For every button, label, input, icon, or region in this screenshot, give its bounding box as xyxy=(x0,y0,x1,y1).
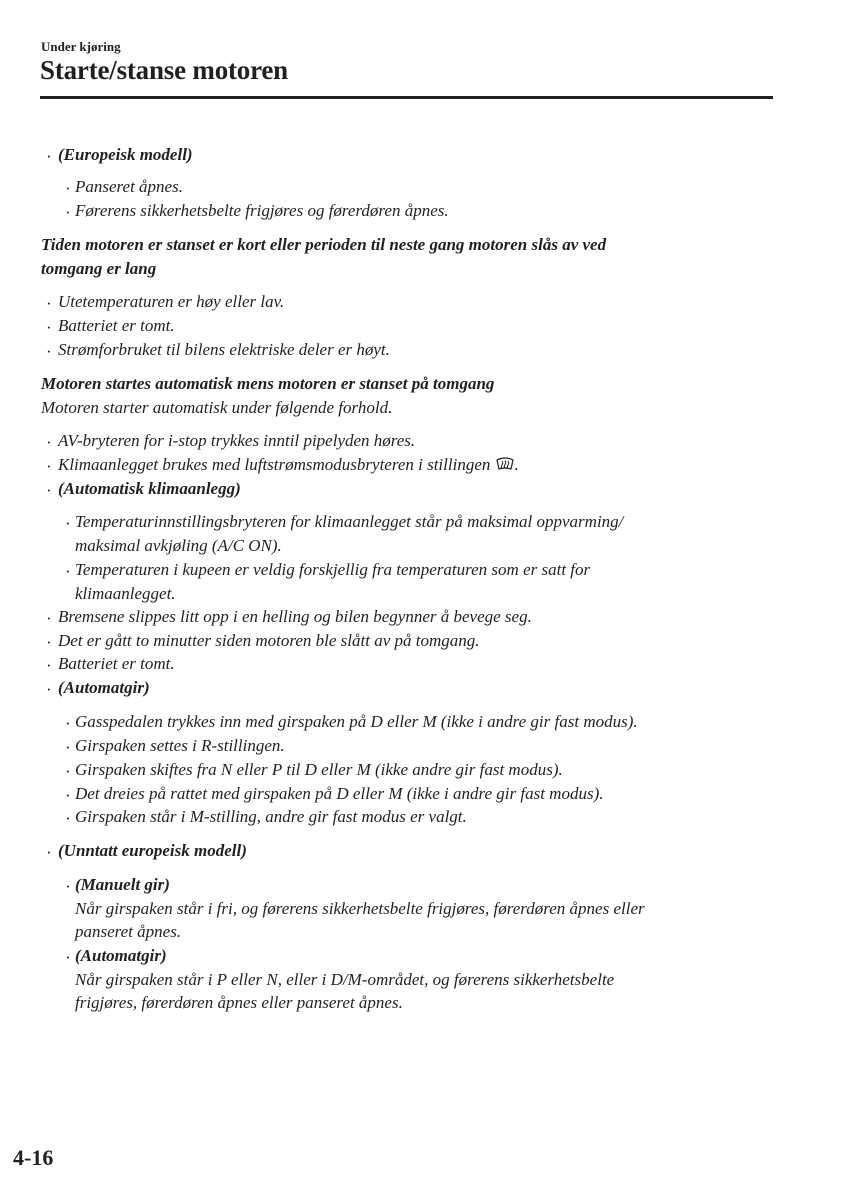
list-item: Bremsene slippes litt opp i en helling og bilen begynner å bevege seg. xyxy=(58,607,532,626)
paragraph-line: frigjøres, førerdøren åpnes eller panseret åpnes. xyxy=(75,993,403,1012)
page-title: Starte/stanse motoren xyxy=(40,55,289,85)
section-heading: Tiden motoren er stanset er kort eller perioden til neste gang motoren slås av ved xyxy=(41,235,607,254)
list-item: Strømforbruket til bilens elektriske deler er høyt. xyxy=(58,340,390,359)
bullet: · xyxy=(46,457,52,476)
bullet: · xyxy=(65,948,71,967)
bullet: · xyxy=(46,633,52,652)
bullet: · xyxy=(46,433,52,452)
list-item xyxy=(46,145,52,169)
bullet: · xyxy=(65,562,71,581)
list-item-cont: maksimal avkjøling (A/C ON). xyxy=(75,536,282,555)
bullet: · xyxy=(65,877,71,896)
page-number: 4-16 xyxy=(13,1145,54,1170)
bullet: · xyxy=(65,786,71,805)
bullet: · xyxy=(46,147,52,166)
list-item: Temperaturen i kupeen er veldig forskjellig fra temperaturen som er satt for xyxy=(75,560,591,579)
bullet: · xyxy=(46,680,52,699)
unntatt-label: (Unntatt europeisk modell) xyxy=(58,841,247,860)
bullet: · xyxy=(46,318,52,337)
bullet: · xyxy=(65,514,71,533)
list-item: Girspaken skiftes fra N eller P til D eller M (ikke andre gir fast modus). xyxy=(75,760,563,779)
bullet: · xyxy=(65,203,71,222)
bullet: · xyxy=(46,843,52,862)
paragraph-line: Når girspaken står i P eller N, eller i D/M-området, og førerens sikkerhetsbelte xyxy=(75,970,615,989)
bullet: · xyxy=(65,762,71,781)
list-item-text: Klimaanlegget brukes med luftstrømsmodusbryteren i stillingen xyxy=(58,455,491,474)
list-item: Batteriet er tomt. xyxy=(58,654,175,673)
list-item-cont: klimaanlegget. xyxy=(75,584,176,603)
bullet: · xyxy=(65,179,71,198)
automatgir2-label: (Automatgir) xyxy=(75,946,167,965)
europeisk-label: (Europeisk modell) xyxy=(58,145,193,164)
list-item: Gasspedalen trykkes inn med girspaken på D eller M (ikke i andre gir fast modus). xyxy=(75,712,638,731)
bullet: · xyxy=(65,809,71,828)
automatgir-label: (Automatgir) xyxy=(58,678,150,697)
list-item: Det er gått to minutter siden motoren ble slått av på tomgang. xyxy=(58,631,480,650)
bullet: · xyxy=(65,714,71,733)
list-item-end: . xyxy=(514,455,519,474)
list-item: Det dreies på rattet med girspaken på D eller M (ikke i andre gir fast modus). xyxy=(75,784,604,803)
list-item: AV-bryteren for i-stop trykkes inntil pipelyden høres. xyxy=(58,431,416,450)
list-item: Girspaken settes i R-stillingen. xyxy=(75,736,285,755)
windshield-defroster-icon xyxy=(495,456,515,472)
intro-text: Motoren starter automatisk under følgende forhold. xyxy=(41,398,393,417)
list-item: Utetemperaturen er høy eller lav. xyxy=(58,292,285,311)
bullet: · xyxy=(46,609,52,628)
list-item: Panseret åpnes. xyxy=(75,177,183,196)
paragraph-line: panseret åpnes. xyxy=(75,922,182,941)
manuelt-label: (Manuelt gir) xyxy=(75,875,170,894)
bullet: · xyxy=(46,342,52,361)
bullet: · xyxy=(46,481,52,500)
list-item: Førerens sikkerhetsbelte frigjøres og førerdøren åpnes. xyxy=(75,201,449,220)
bullet: · xyxy=(65,738,71,757)
klima-label: (Automatisk klimaanlegg) xyxy=(58,479,241,498)
bullet: · xyxy=(46,294,52,313)
bullet: · xyxy=(46,656,52,675)
paragraph-line: Når girspaken står i fri, og førerens sikkerhetsbelte frigjøres, førerdøren åpnes eller xyxy=(75,899,645,918)
list-item: Girspaken står i M-stilling, andre gir fast modus er valgt. xyxy=(75,807,467,826)
section-heading-cont: tomgang er lang xyxy=(41,259,157,278)
list-item: Temperaturinnstillingsbryteren for klimaanlegget står på maksimal oppvarming/ xyxy=(75,512,624,531)
list-item: Batteriet er tomt. xyxy=(58,316,175,335)
list-item xyxy=(58,453,519,477)
title-rule xyxy=(40,96,773,99)
section-label: Under kjøring xyxy=(41,39,121,54)
section-heading: Motoren startes automatisk mens motoren er stanset på tomgang xyxy=(41,374,495,393)
